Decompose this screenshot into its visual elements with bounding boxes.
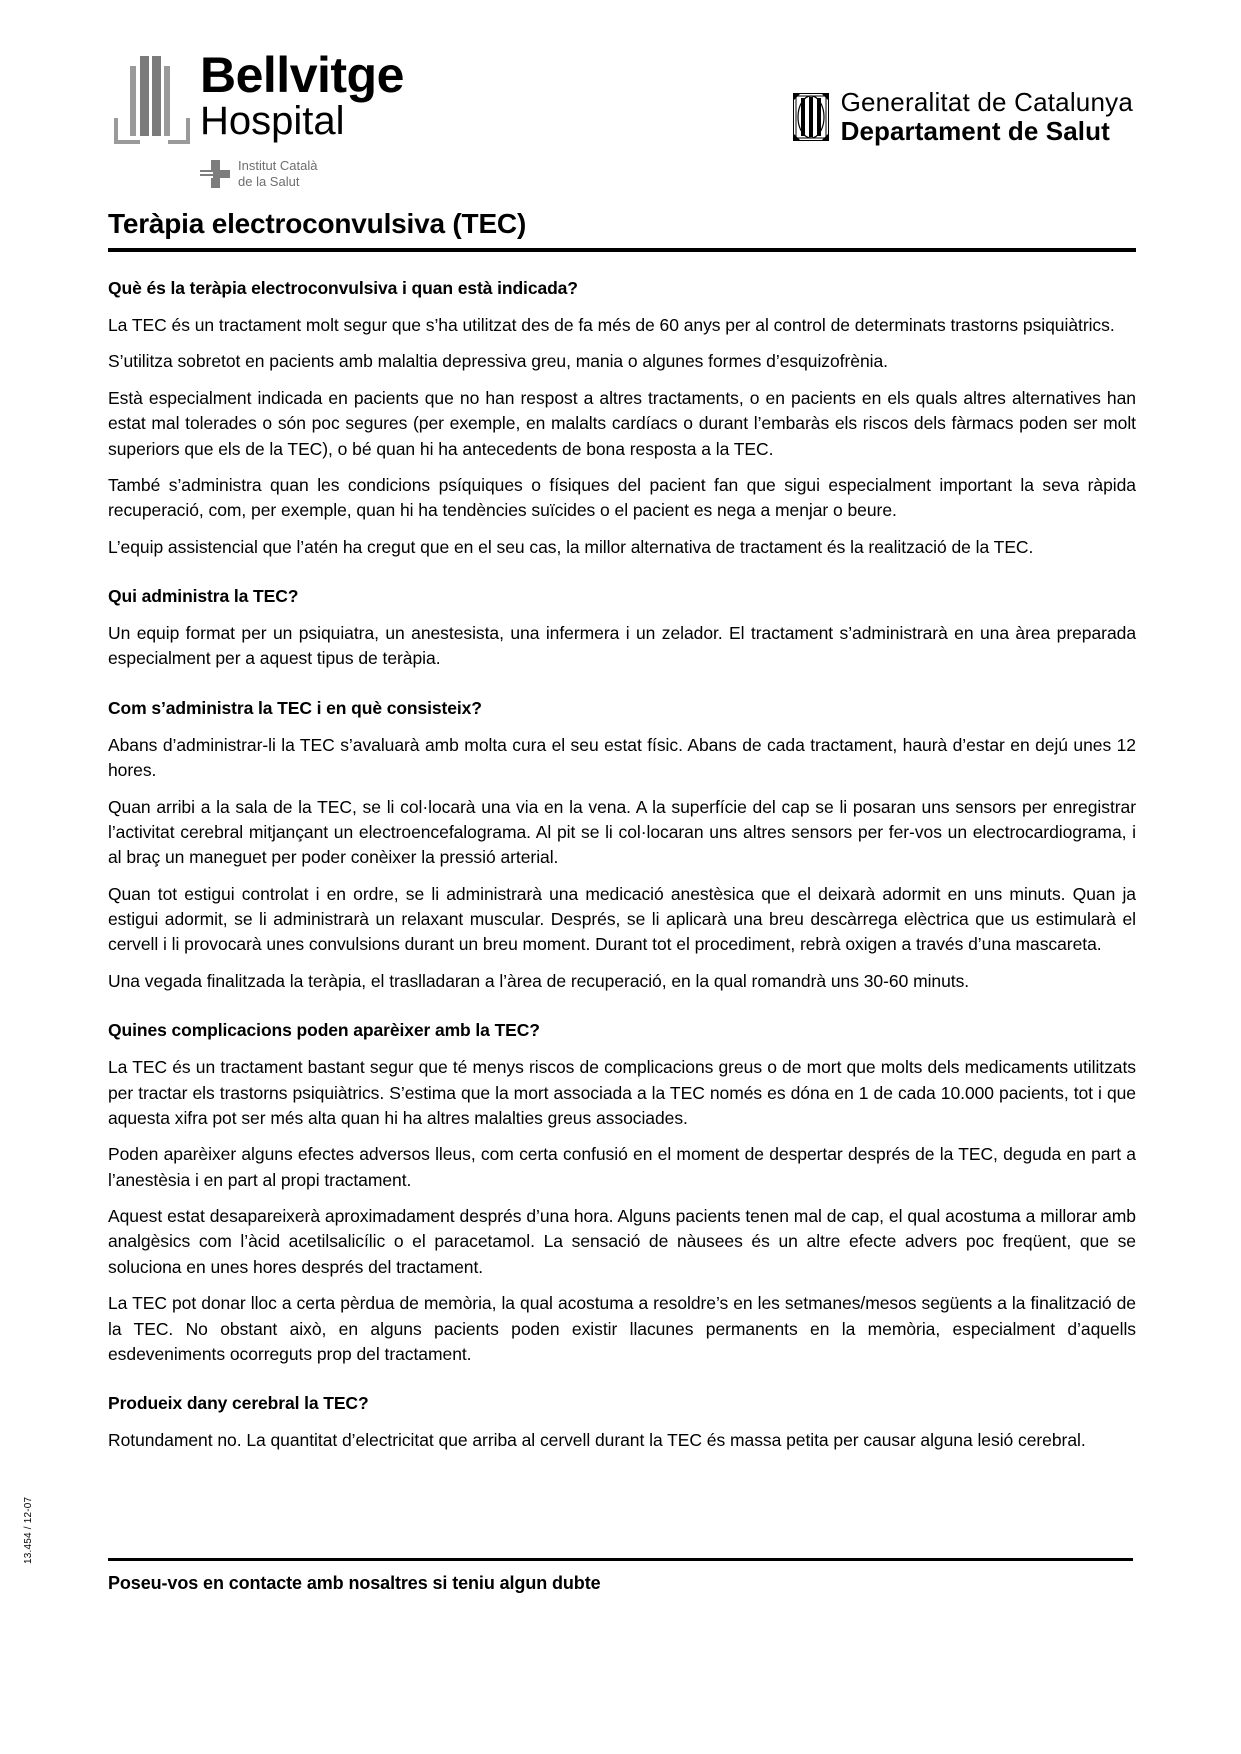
section-paragraph: Quan tot estigui controlat i en ordre, se li administrarà una medicació anestèsica que el deixarà adormit en uns minuts. Quan ja estigui adormit, se li administrarà un relaxant muscular. Després, se li aplicarà una breu descàrrega elèctrica que us estimularà el cervell i li provocarà unes convulsions durant un breu moment. Durant tot el procediment, rebrà oxigen a través d’una mascareta.: [108, 883, 1136, 955]
bellvitge-hospital-logo: [108, 48, 528, 191]
bellvitge-logo-subtitle: Hospital: [200, 99, 345, 143]
section-paragraph: S’utilitza sobretot en pacients amb malaltia depressiva greu, mania o algunes formes d’esquizofrènia.: [108, 351, 888, 372]
institut-catala-salut-logo: [200, 158, 528, 191]
section-paragraph: Està especialment indicada en pacients que no han respost a altres tractaments, o en pacients en els quals altres alternatives han estat mal tolerades o són poc segures (per exemple, en malalts cardíacs o durant l’embaràs els riscos dels fàrmacs poden ser molt superiors que els de la TEC), o bé quan hi ha antecedents de bona resposta a la TEC.: [108, 387, 1136, 459]
section-paragraph: Rotundament no. La quantitat d’electricitat que arriba al cervell durant la TEC és massa petita per causar alguna lesió cerebral.: [108, 1430, 1086, 1451]
section-block: [108, 1020, 1136, 1367]
page-title: Teràpia electroconvulsiva (TEC): [108, 208, 527, 239]
section-paragraph: Poden aparèixer alguns efectes adversos lleus, com certa confusió en el moment de despertar després de la TEC, deguda en part a l’anestèsia i en part al propi tractament.: [108, 1144, 1136, 1190]
ics-label-line1: Institut Català: [238, 158, 318, 173]
section-heading: Qui administra la TEC?: [108, 586, 299, 606]
section-heading: Què és la teràpia electroconvulsiva i quan està indicada?: [108, 278, 578, 298]
generalitat-catalunya-logo: [793, 88, 1133, 146]
gencat-label-line2: Departament de Salut: [840, 116, 1110, 147]
document-body: [108, 208, 1136, 1454]
catalonia-coat-of-arms-icon: [793, 93, 829, 141]
section-heading: Quines complicacions poden aparèixer amb la TEC?: [108, 1020, 540, 1041]
footer-contact-text: Poseu-vos en contacte amb nosaltres si teniu algun dubte: [108, 1573, 601, 1593]
section-paragraph: La TEC pot donar lloc a certa pèrdua de memòria, la qual acostuma a resoldre’s en les setmanes/mesos següents a la finalització de la TEC. No obstant això, en alguns pacients poden existir llacunes permanents en la memòria, especialment d’aquells esdeveniments ocorreguts prop del tractament.: [108, 1293, 1136, 1364]
sections-container: [108, 278, 1136, 1454]
section-paragraph: Abans d’administrar-li la TEC s’avaluarà amb molta cura el seu estat físic. Abans de cada tractament, haurà d’estar en dejú unes 12 hores.: [108, 734, 1136, 781]
section-paragraph: La TEC és un tractament bastant segur que té menys riscos de complicacions greus o de mort que molts dels medicaments utilitzats per tractar els trastorns psiquiàtrics. S’estima que la mort associada a la TEC només es dóna en 1 de cada 10.000 pacients, tot i que aquesta xifra pot ser més alta quan hi ha altres malalties greus associades.: [108, 1057, 1136, 1128]
section-block: [108, 278, 1136, 560]
bellvitge-logo-name: Bellvitge: [200, 47, 404, 103]
section-paragraph: Un equip format per un psiquiatra, un anestesista, una infermera i un zelador. El tractament s’administrarà en una àrea preparada especialment per a aquest tipus de teràpia.: [108, 623, 1136, 669]
document-reference-code: 13.454 / 12-07: [23, 1496, 34, 1564]
medical-cross-icon: [200, 160, 230, 188]
section-block: [108, 586, 1136, 672]
gencat-label-line1: Generalitat de Catalunya: [840, 87, 1133, 117]
title-divider: [108, 248, 1136, 252]
section-paragraph: Aquest estat desapareixerà aproximadament després d’una hora. Alguns pacients tenen mal de cap, el qual acostuma a millorar amb analgèsics com l’àcid acetilsalicílic o el paracetamol. La sensació de nàusees és un altre efecte advers poc freqüent, que se soluciona en unes hores després del tractament.: [108, 1206, 1136, 1277]
page-footer: [108, 1558, 1133, 1594]
section-block: [108, 1393, 1136, 1453]
section-paragraph: La TEC és un tractament molt segur que s’ha utilitzat des de fa més de 60 anys per al control de determinats trastorns psiquiàtrics.: [108, 315, 1115, 335]
section-paragraph: Una vegada finalitzada la teràpia, el traslladaran a l’àrea de recuperació, en la qual romandrà uns 30-60 minuts.: [108, 970, 970, 991]
section-paragraph: També s’administra quan les condicions psíquiques o físiques del pacient fan que sigui especialment important la seva ràpida recuperació, com, per exemple, quan hi ha tendències suïcides o el pacient es nega a menjar o beure.: [108, 474, 1136, 521]
section-block: [108, 698, 1136, 994]
section-heading: Com s’administra la TEC i en què consisteix?: [108, 697, 482, 718]
section-paragraph: L’equip assistencial que l’atén ha cregut que en el seu cas, la millor alternativa de tractament és la realització de la TEC.: [108, 536, 1034, 557]
section-paragraph: Quan arribi a la sala de la TEC, se li col·locarà una via en la vena. A la superfície del cap se li posaran uns sensors per enregistrar l’activitat cerebral mitjançant un electroencefalograma. Al pit se li col·locaran uns altres sensors per fer-vos un electrocardiograma, i al braç un maneguet per poder conèixer la pressió arterial.: [108, 796, 1136, 868]
page-header: [0, 40, 1241, 190]
ics-label-line2: de la Salut: [238, 174, 300, 190]
bellvitge-building-icon: [108, 56, 190, 148]
section-heading: Produeix dany cerebral la TEC?: [108, 1393, 369, 1414]
footer-divider: [108, 1558, 1133, 1561]
